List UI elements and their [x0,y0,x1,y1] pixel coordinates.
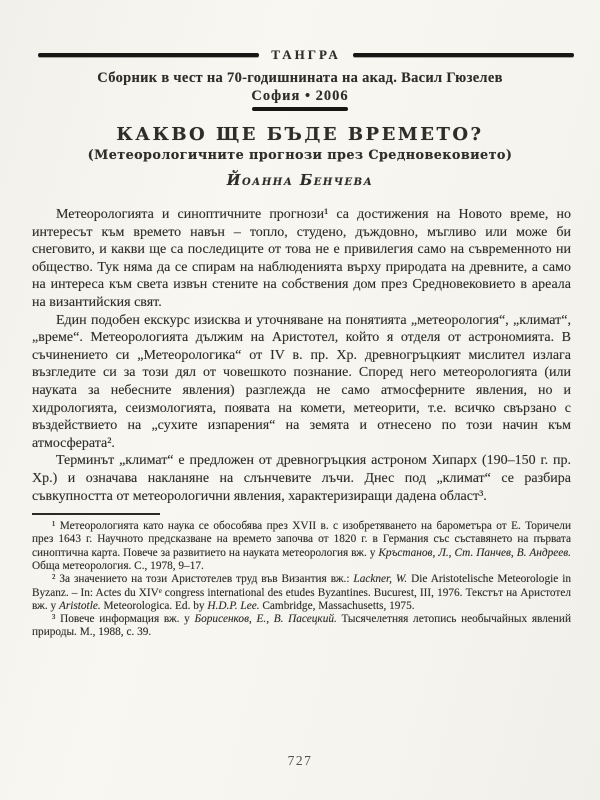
footnote-2: ² За значението на този Аристотелев труд във Византия вж.: Lackner, W. Die Aristotelische Meteorologie in Byzanz. – In: Actes du XIVᵉ congress international des etudes Byzantines. Bucurest, III, 1976. Текстът на Аристотел вж. у Aristotle. Meteorologica. Ed. by H.D.P. Lee. Cambridge, Massachusetts, 1975. [32,573,571,612]
city-year-underline [252,107,348,111]
article-author: Йоанна Бенчева [226,172,374,189]
body-paragraph-2: Един подобен екскурс изисква и уточняване на понятията „метеорология“, „климат“, „време“. Метеорологията дължим на Аристотел, който я отделя от астрономията. В съчинението си „Метеорологика“ от IV в. пр. Хр. древногръцкият мислител излага възгледите си за този дял от човешкото познание. Според него метеорологията (или науката за небесните явления) разглежда не само атмосферните явления, но и хидрологията, сеизмологията, появата на комети, метеорити, т.е. всичко свързано с въздействието на „сухите изпарения“ на земята и отнесено по този начин към атмосферата². [32,312,571,451]
page-number: 727 [287,753,313,768]
article-title: КАКВО ЩЕ БЪДЕ ВРЕМЕТО? [116,124,484,145]
body-paragraph-3: Терминът „климат“ е предложен от древногръцкия астроном Хипарх (190–150 г. пр. Хр.) и означава накланяне на слънчевите лъчи. Днес под „климат“ се разбира съвкупността от метеорологични явления, характеризиращи дадена област³. [32,453,571,504]
footnote-3: ³ Повече информация вж. у Борисенков, Е., В. Пасецкий. Тысячелетняя летопись необычайных явлений природы. М., 1988, с. 39. [32,613,571,639]
footnotes-block [32,520,571,640]
article-subtitle: (Метеорологичните прогнози през Средновековието) [87,148,513,163]
series-title: ТАНГРА [271,47,341,62]
page-header [0,0,600,111]
city-year-line: София • 2006 [251,88,349,104]
header-rule-right [353,53,574,57]
article-body [32,206,571,505]
article-heading [0,124,600,189]
body-paragraph-1: Метеорологията и синоптичните прогнози¹ са достижения на Новото време, но интересът към времето навън – топло, студено, дъждовно, мъгливо или може би снеговито, и какви ще са последиците от това не е привилегия само на съвременното ни общество. Тук няма да се спирам на наблюденията върху природата на древните, а само на интереса към света извън стените на собствения дом през Средновековието в ареала на византийския свят. [32,207,571,310]
header-rule-row [38,47,574,63]
header-rule-left [38,53,259,57]
footnote-separator [32,513,160,515]
footnote-1: ¹ Метеорологията като наука се обособява през XVII в. с изобретяването на барометъра от Е. Торичели през 1643 г. Научното предсказване на времето започва от 1820 г. в Германия със съставянето на първата синоптична карта. Повече за развитието на науката метеорология вж. у Кръстанов, Л., Ст. Панчев, В. Андреев. Обща метеорология. С., 1978, 9–17. [32,520,571,572]
dedication-line: Сборник в чест на 70-годишнината на акад. Васил Гюзелев [97,70,503,86]
